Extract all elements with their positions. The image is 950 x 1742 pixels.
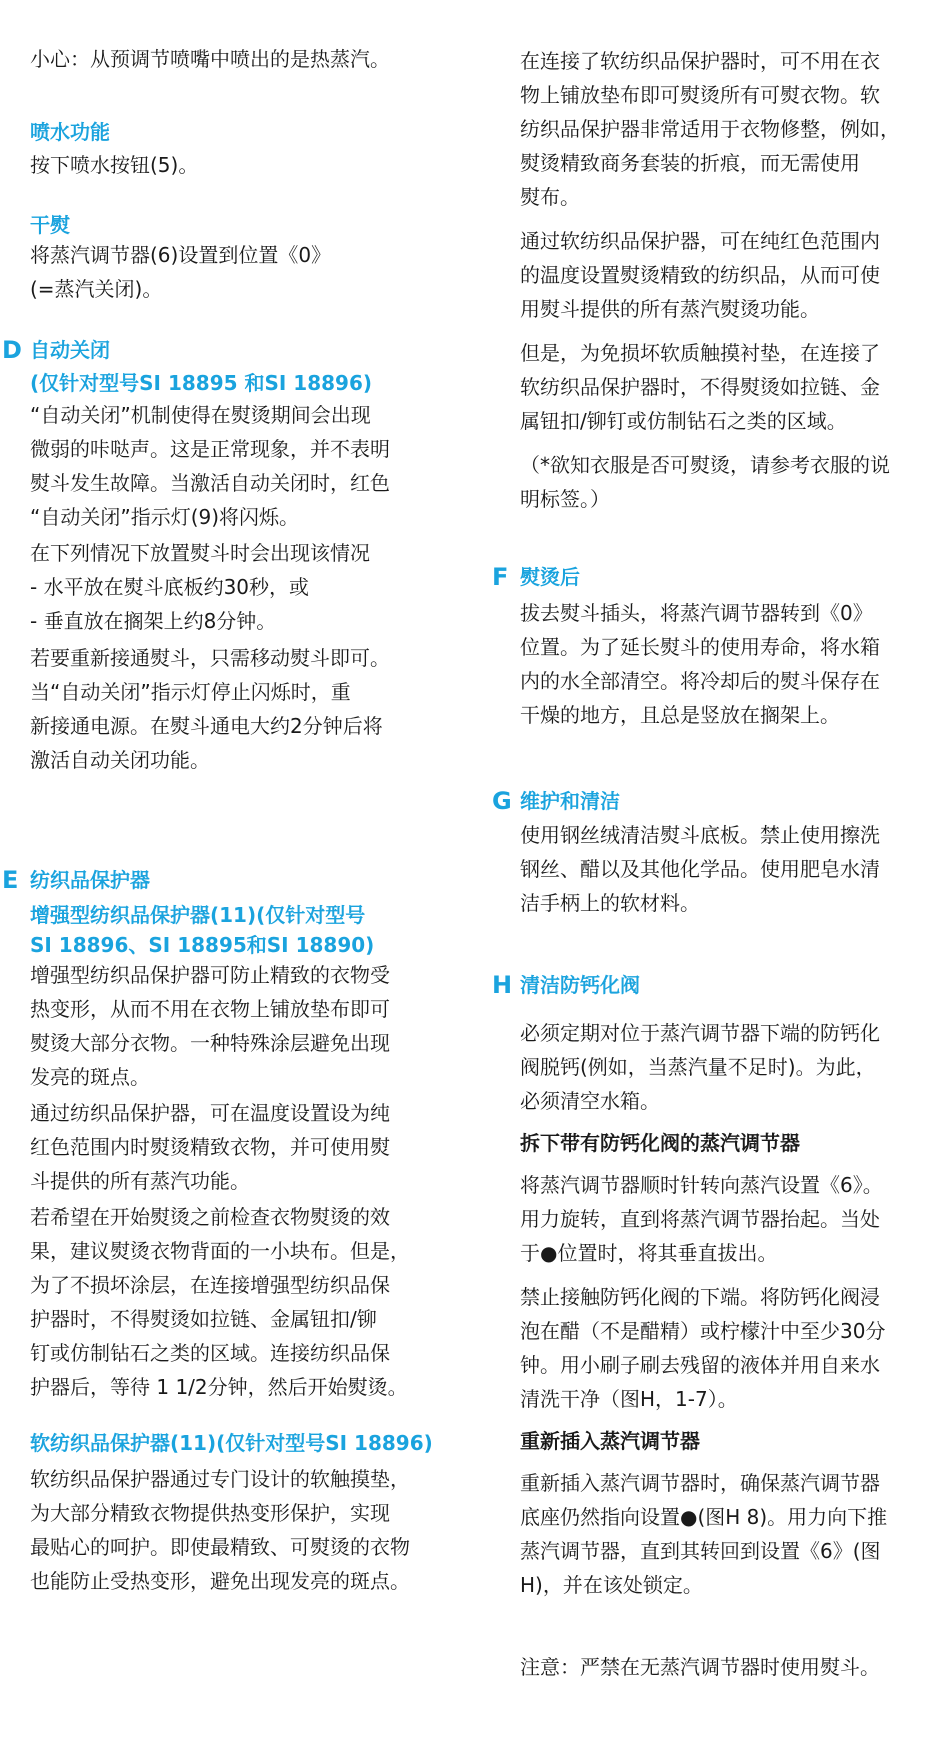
soft-protector-heading: 软纺织品保护器(11)(仅针对型号SI 18896)	[30, 1431, 433, 1455]
auto-off-text-2: 在下列情况下放置熨斗时会出现该情况 - 水平放在熨斗底板约30秒，或 - 垂直放在搁架上约8分钟。	[30, 541, 370, 633]
after-ironing-text: 拔去熨斗插头，将蒸汽调节器转到《0》 位置。为了延长熨斗的使用寿命，将水箱 内的水全部清空。将冷却后的熨斗保存在 干燥的地方，且总是竖放在搁架上。	[520, 601, 880, 727]
spray-heading: 喷水功能	[30, 120, 110, 144]
reinsert-regulator-text: 重新插入蒸汽调节器时，确保蒸汽调节器 底座仍然指向设置●(图H 8)。用力向下推 蒸汽调节器，直到其转回到设置《6》(图 H)，并在该处锁定。	[520, 1471, 888, 1597]
section-letter-e: E	[2, 866, 19, 894]
steam-caution: 小心：从预调节喷嘴中喷出的是热蒸汽。	[30, 47, 390, 71]
enhanced-protector-text-1: 增强型纺织品保护器可防止精致的衣物受 热变形，从而不用在衣物上铺放垫布即可 熨烫大部分衣物。一种特殊涂层避免出现 发亮的斑点。	[30, 963, 390, 1089]
remove-regulator-text-2: 禁止接触防钙化阀的下端。将防钙化阀浸 泡在醋（不是醋精）或柠檬汁中至少30分 钟。用小刷子刷去残留的液体并用自来水 清洗干净（图H，1-7）。	[520, 1285, 886, 1411]
care-heading: 维护和清洁	[520, 789, 620, 813]
dry-ironing-text: 将蒸汽调节器(6)设置到位置《0》 (=蒸汽关闭)。	[30, 243, 332, 301]
protector-heading: 纺织品保护器	[30, 868, 150, 892]
after-ironing-heading: 熨烫后	[520, 565, 580, 589]
auto-off-model-note: (仅针对型号SI 18895 和SI 18896)	[30, 371, 373, 395]
enhanced-protector-heading: 增强型纺织品保护器(11)(仅针对型号 SI 18896、SI 18895和SI 18890)	[30, 903, 375, 957]
anticalc-text: 必须定期对位于蒸汽调节器下端的防钙化 阀脱钙(例如，当蒸汽量不足时)。为此， 必须清空水箱。	[520, 1021, 880, 1113]
remove-regulator-heading: 拆下带有防钙化阀的蒸汽调节器	[520, 1131, 800, 1155]
section-letter-h: H	[492, 971, 513, 999]
section-letter-f: F	[492, 563, 509, 591]
dry-ironing-heading: 干熨	[30, 213, 70, 237]
spray-text: 按下喷水按钮(5)。	[30, 153, 199, 177]
soft-protector-text-2: 在连接了软纺织品保护器时，可不用在衣 物上铺放垫布即可熨烫所有可熨衣物。软 纺织品保护器非常适用于衣物修整，例如， 熨烫精致商务套装的折痕，而无需使用 熨布。	[520, 49, 900, 209]
auto-off-text-1: “自动关闭”机制使得在熨烫期间会出现 微弱的咔哒声。这是正常现象，并不表明 熨斗发生故障。当激活自动关闭时，红色 “自动关闭”指示灯(9)将闪烁。	[30, 403, 390, 529]
auto-off-text-3: 若要重新接通熨斗，只需移动熨斗即可。 当“自动关闭”指示灯停止闪烁时，重 新接通电源。在熨斗通电大约2分钟后将 激活自动关闭功能。	[30, 646, 390, 772]
soft-protector-text-3: 通过软纺织品保护器，可在纯红色范围内 的温度设置熨烫精致的纺织品，从而可使 用熨斗提供的所有蒸汽熨烫功能。	[520, 229, 880, 321]
soft-protector-text-1: 软纺织品保护器通过专门设计的软触摸垫， 为大部分精致衣物提供热变形保护，实现 最贴心的呵护。即使最精致、可熨烫的衣物 也能防止受热变形，避免出现发亮的斑点。	[30, 1467, 410, 1593]
regulator-warning: 注意：严禁在无蒸汽调节器时使用熨斗。	[520, 1655, 880, 1679]
enhanced-protector-text-3: 若希望在开始熨烫之前检查衣物熨烫的效 果，建议熨烫衣物背面的一小块布。但是， 为了不损坏涂层，在连接增强型纺织品保 护器时，不得熨烫如拉链、金属钮扣/铆 钉或仿制钻石之类的区域。连接纺织品保 护器后，等待 1 1/2分钟，然后开始熨烫。	[30, 1205, 410, 1399]
section-letter-d: D	[2, 336, 22, 364]
care-text: 使用钢丝绒清洁熨斗底板。禁止使用擦洗 钢丝、醋以及其他化学品。使用肥皂水清 洁手柄上的软材料。	[520, 823, 880, 915]
enhanced-protector-text-2: 通过纺织品保护器，可在温度设置设为纯 红色范围内时熨烫精致衣物，并可使用熨 斗提供的所有蒸汽功能。	[30, 1101, 390, 1193]
remove-regulator-text-1: 将蒸汽调节器顺时针转向蒸汽设置《6》。 用力旋转，直到将蒸汽调节器抬起。当处 于●位置时，将其垂直拔出。	[520, 1173, 883, 1265]
section-letter-g: G	[492, 787, 512, 815]
soft-protector-note: （*欲知衣服是否可熨烫，请参考衣服的说 明标签。）	[520, 453, 890, 511]
auto-off-heading: 自动关闭	[30, 338, 110, 362]
anticalc-heading: 清洁防钙化阀	[520, 973, 640, 997]
soft-protector-text-4: 但是，为免损坏软质触摸衬垫，在连接了 软纺织品保护器时，不得熨烫如拉链、金 属钮扣/铆钉或仿制钻石之类的区域。	[520, 341, 880, 433]
reinsert-regulator-heading: 重新插入蒸汽调节器	[520, 1429, 700, 1453]
